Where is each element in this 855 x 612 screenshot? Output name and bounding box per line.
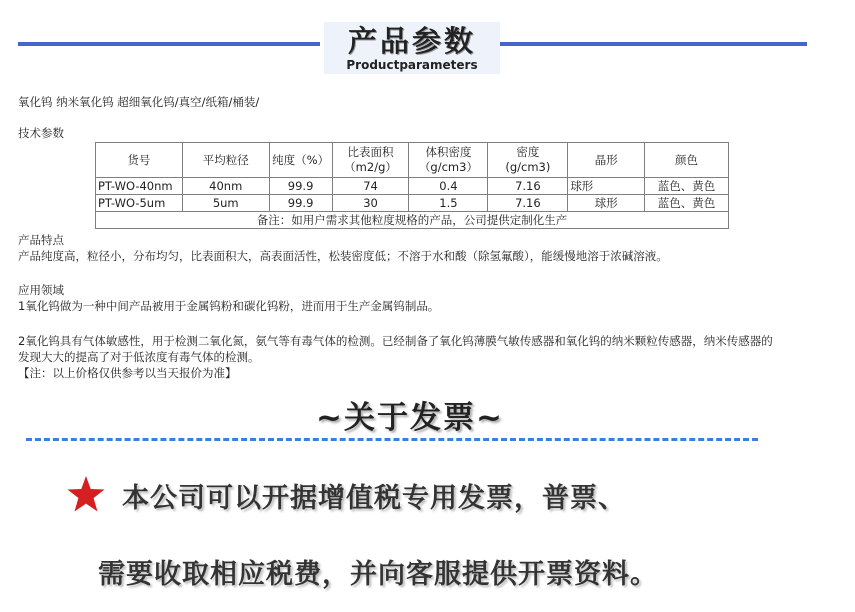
application-item-2-line-1: 2氧化钨具有气体敏感性，用于检测二氧化氮，氨气等有毒气体的检测。已经制备了氧化钨薄膜气敏传感器和氧化钨的纳米颗粒传感器，纳米传感器的	[18, 334, 773, 348]
invoice-title: ~关于发票~	[316, 400, 504, 436]
table-cell: PT-WO-40nm	[96, 178, 183, 195]
header-cell-item-no: 货号	[96, 143, 183, 178]
applications-label: 应用领域	[18, 283, 64, 297]
banner-line-left	[18, 42, 320, 46]
header-cell-crystal: 晶形	[568, 143, 645, 178]
features-text: 产品纯度高，粒径小，分布均匀，比表面积大，高表面活性，松装密度低；不溶于水和酸（除氢氟酸），能缓慢地溶于浓碱溶液。	[18, 249, 668, 263]
table-cell: 7.16	[488, 195, 568, 212]
table-cell: 球形	[568, 178, 645, 195]
table-row	[96, 195, 729, 212]
table-cell: 蓝色、黄色	[645, 178, 729, 195]
table-cell: 5um	[182, 195, 269, 212]
header-cell-color: 颜色	[645, 143, 729, 178]
header-cell-particle-size: 平均粒径	[182, 143, 269, 178]
header-cell-purity: 纯度（%）	[269, 143, 332, 178]
dashed-divider	[26, 438, 758, 441]
table-header-row	[96, 143, 729, 178]
features-label: 产品特点	[18, 233, 64, 247]
table-row	[96, 178, 729, 195]
section-banner	[0, 0, 855, 80]
invoice-line-2: 需要收取相应税费，并向客服提供开票资料。	[98, 559, 658, 590]
table-cell: 1.5	[409, 195, 488, 212]
table-cell: 7.16	[488, 178, 568, 195]
tech-params-label: 技术参数	[18, 126, 64, 140]
product-line: 氧化钨 纳米氧化钨 超细氧化钨/真空/纸箱/桶装/	[18, 95, 260, 109]
table-cell: 99.9	[269, 195, 332, 212]
table-note-row	[96, 212, 729, 229]
application-item-2-line-2: 发现大大的提高了对于低浓度有毒气体的检测。	[18, 350, 260, 364]
table-cell: 0.4	[409, 178, 488, 195]
header-cell-bulk-density: 体积密度 （g/cm3）	[409, 143, 488, 178]
table-cell: 74	[332, 178, 409, 195]
params-table	[95, 142, 729, 229]
table-note: 备注：如用户需求其他粒度规格的产品，公司提供定制化生产	[96, 212, 729, 229]
star-icon	[66, 474, 106, 514]
section-subtitle: Productparameters	[346, 58, 478, 72]
section-title: 产品参数	[347, 24, 476, 58]
table-cell: 40nm	[182, 178, 269, 195]
header-cell-density: 密度 (g/cm3)	[488, 143, 568, 178]
invoice-line-1: 本公司可以开据增值税专用发票，普票、	[122, 483, 626, 514]
table-cell: 球形	[568, 195, 645, 212]
table-cell: 蓝色、黄色	[645, 195, 729, 212]
application-item-1: 1氧化钨做为一种中间产品被用于金属钨粉和碳化钨粉，进而用于生产金属钨制品。	[18, 299, 440, 313]
banner-title-box	[324, 22, 500, 74]
table-cell: 99.9	[269, 178, 332, 195]
header-cell-surface-area: 比表面积 （m2/g）	[332, 143, 409, 178]
price-note: 【注：以上价格仅供参考以当天报价为准】	[18, 366, 237, 380]
banner-line-right	[500, 42, 807, 46]
table-cell: PT-WO-5um	[96, 195, 183, 212]
table-cell: 30	[332, 195, 409, 212]
